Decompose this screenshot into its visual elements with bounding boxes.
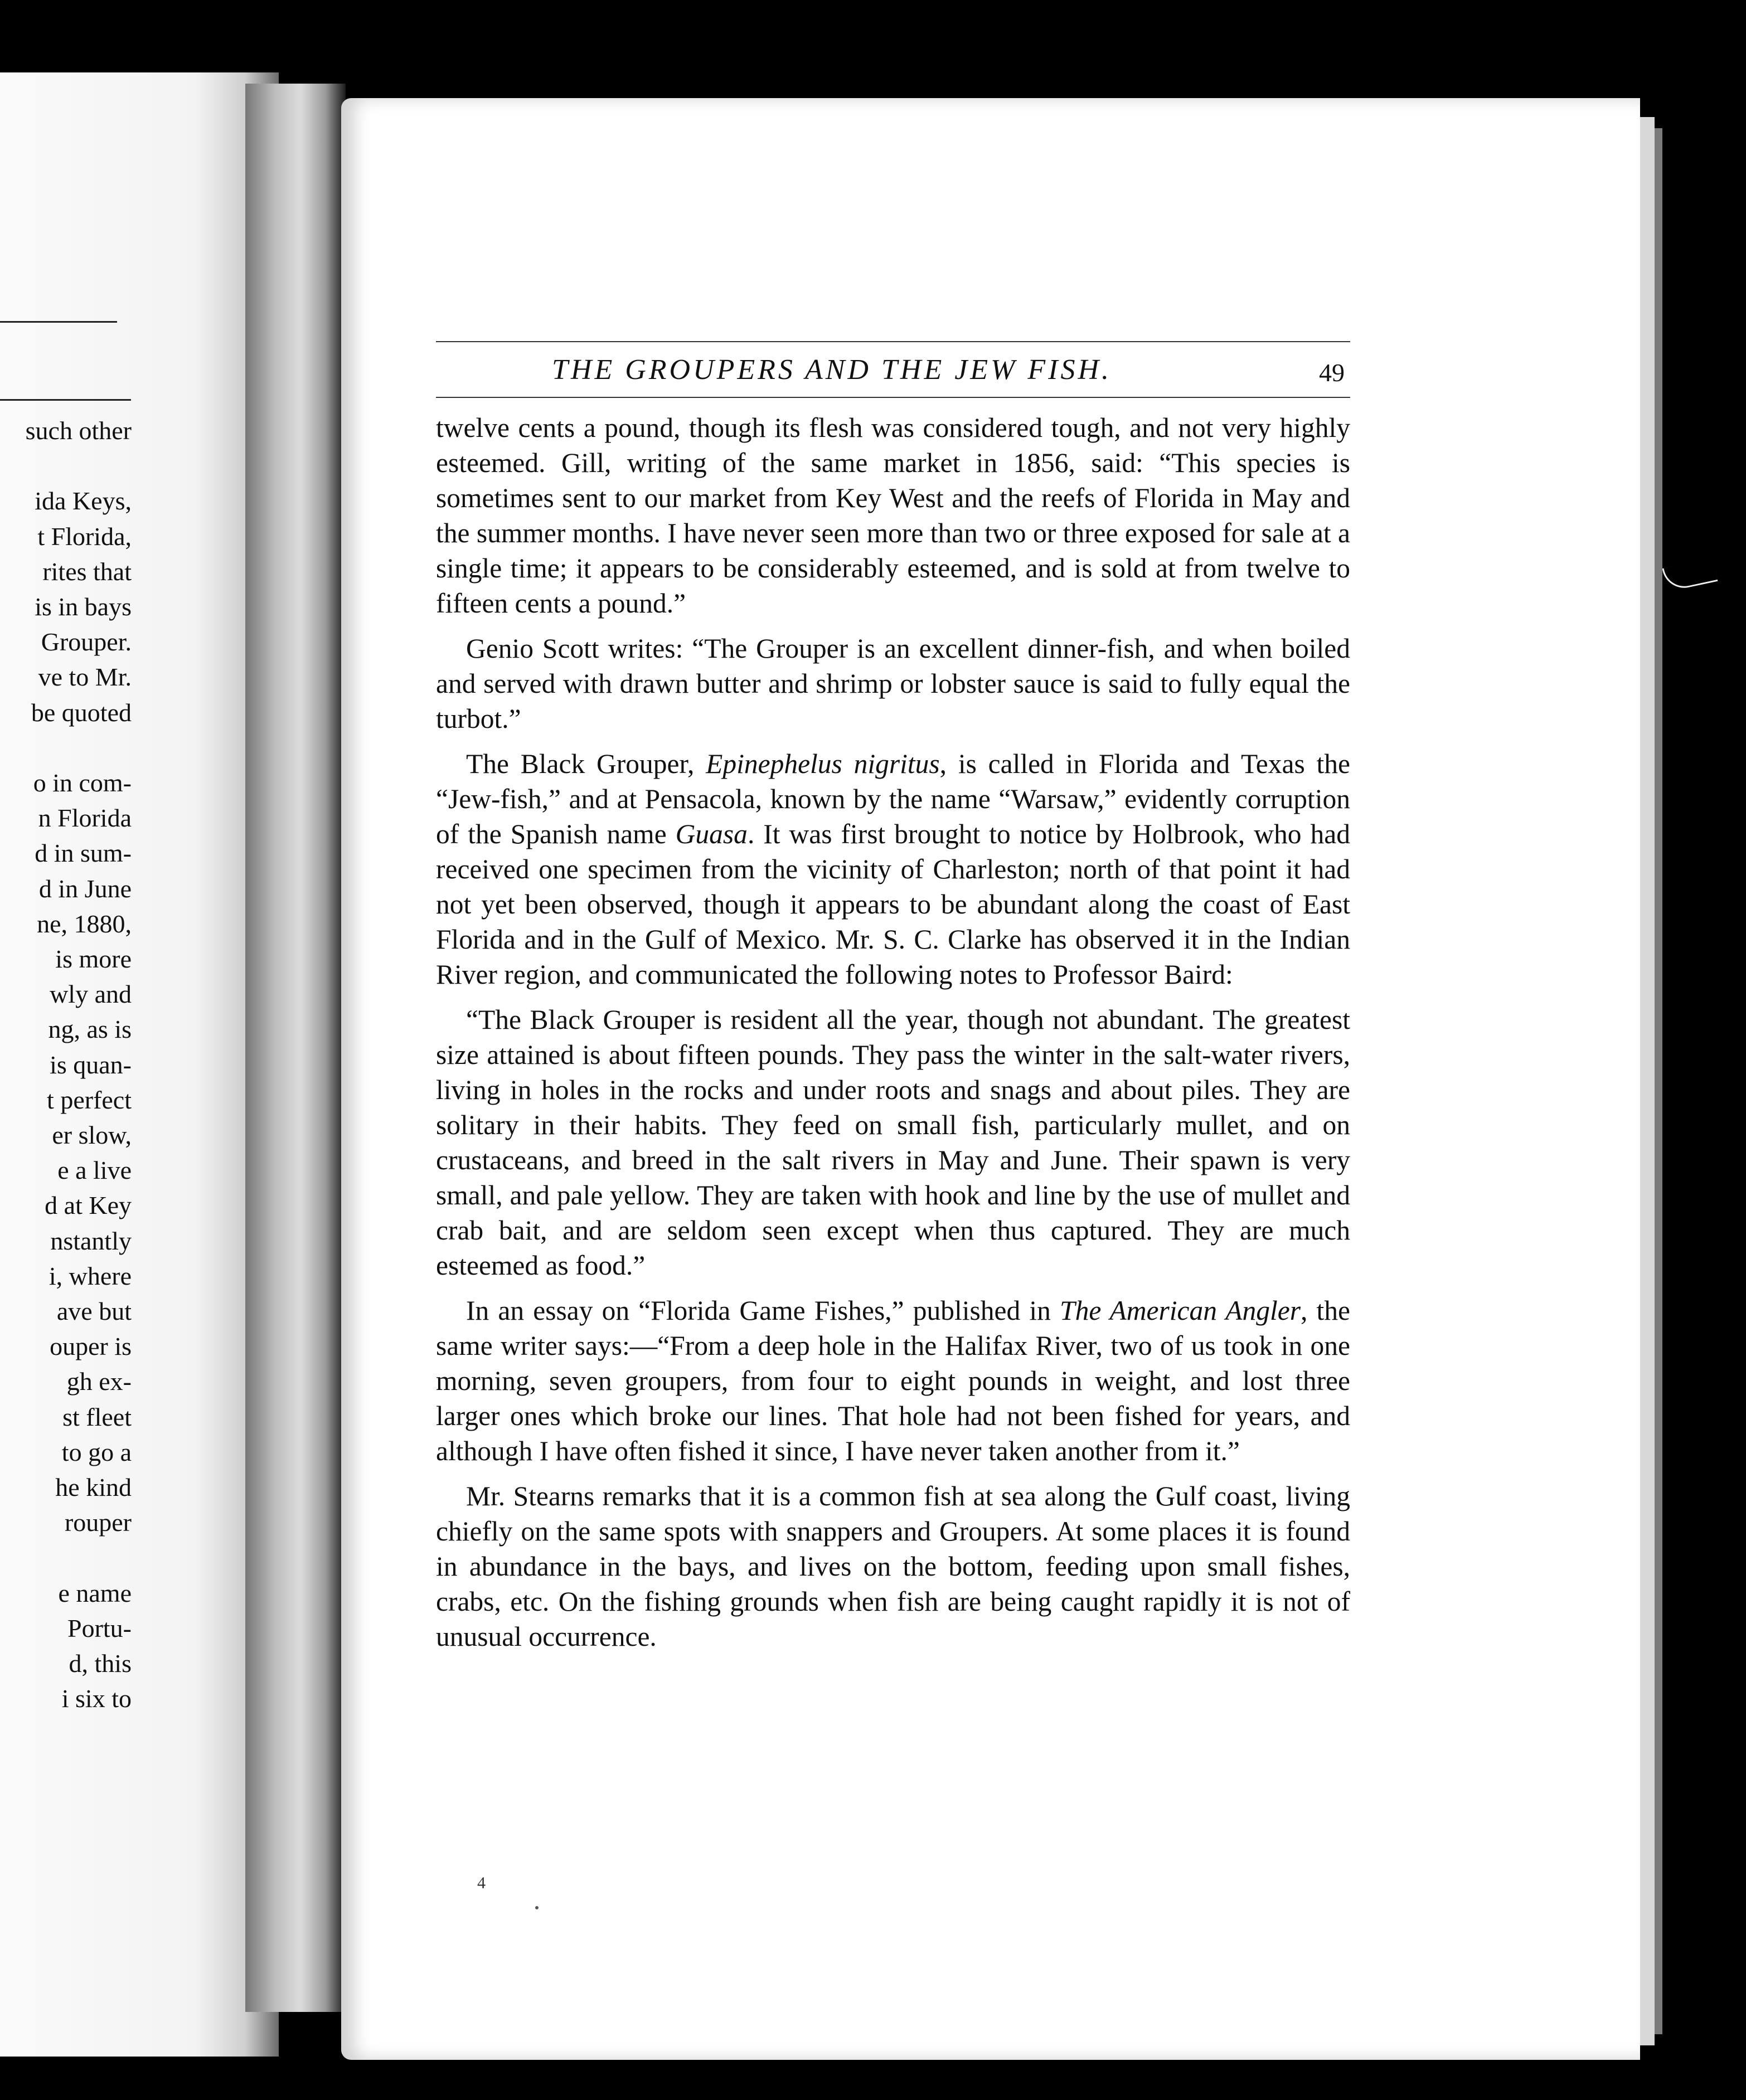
right-page bbox=[341, 98, 1640, 2060]
paragraph-4-quote: “The Black Grouper is resident all the year, though not abundant. The greatest size attained is about fifteen pounds. They pass the winter in the salt-water rivers, living in holes in the rocks and under roots and snags and about piles. They are solitary in their habits. They feed on small fish, particularly mullet, and on crustaceans, and breed in the salt rivers in May and June. Their spawn is very small, and pale yellow. They are taken with hook and line by the use of mullet and crab bait, and are seldom seen except when thus captured. They are much esteemed as food.” bbox=[436, 1004, 1350, 1281]
left-page-line: n Florida bbox=[38, 804, 132, 833]
left-page-line: he kind bbox=[55, 1473, 132, 1501]
header-rule-bottom bbox=[436, 397, 1350, 398]
signature-mark: 4 bbox=[477, 1874, 486, 1892]
left-page-line: t perfect bbox=[47, 1085, 132, 1114]
margin-mark bbox=[1662, 558, 1718, 592]
left-page-line: ouper is bbox=[50, 1332, 132, 1361]
italic-term: Epinephelus nigritus bbox=[706, 748, 940, 779]
page-number: 49 bbox=[1319, 358, 1345, 387]
paragraph-3: The Black Grouper, Epinephelus nigritus, is called in Florida and Texas the “Jew-fish,” and at Pensacola, known by the name “Warsaw,” evidently corruption of the Spanish name Guasa. It was first brought to notice by Holbrook, who had received one specimen from the vicinity of Charleston; north of that point it had not yet been observed, though it appears to be abundant along the coast of East Florida and in the Gulf of Mexico. Mr. S. C. Clarke has observed it in the Indian River region, and communicated the following notes to Professor Baird: bbox=[436, 748, 1351, 990]
left-page-line: er slow, bbox=[52, 1121, 132, 1149]
left-page-line: rouper bbox=[64, 1508, 132, 1537]
left-page-line: st fleet bbox=[62, 1402, 132, 1431]
paragraph-6: Mr. Stearns remarks that it is a common fish at sea along the Gulf coast, living chiefly on the same spots with snappers and Groupers. At some places it is found in abundance in the bays, and lives on the bottom, feeding upon small fishes, crabs, etc. On the fishing grounds when fish are being caught rapidly it is not of unusual occurrence. bbox=[436, 1481, 1350, 1652]
left-page-line: d in June bbox=[38, 874, 132, 903]
left-page-line: d in sum- bbox=[35, 839, 132, 868]
italic-term: The American Angler bbox=[1060, 1295, 1301, 1326]
left-page-line: d at Key bbox=[45, 1191, 132, 1220]
left-page-line: ave but bbox=[56, 1297, 132, 1325]
left-page-rule-bottom bbox=[0, 399, 131, 401]
left-page-line: is in bays bbox=[35, 592, 132, 621]
running-head: THE GROUPERS AND THE JEW FISH. bbox=[551, 354, 1112, 386]
body-text bbox=[436, 410, 1350, 1664]
left-page-line: i, where bbox=[48, 1261, 132, 1290]
left-page-line: such other bbox=[25, 416, 132, 445]
left-page-line: i six to bbox=[61, 1684, 132, 1713]
header-rule-top bbox=[436, 341, 1350, 342]
left-page-line: rites that bbox=[42, 557, 132, 586]
left-page-line: be quoted bbox=[31, 698, 132, 727]
left-page-line: nstantly bbox=[50, 1226, 132, 1255]
paragraph-5: In an essay on “Florida Game Fishes,” published in The American Angler, the same writer says:—“From a deep hole in the Halifax River, two of us took in one morning, seven groupers, from four to eight pounds in weight, and lost three larger ones which broke our lines. That hole had not been fished for years, and although I have often fished it since, I have never taken another from it.” bbox=[436, 1295, 1350, 1466]
left-page-line: o in com- bbox=[33, 769, 132, 797]
left-page-line: wly and bbox=[50, 980, 132, 1009]
paragraph-1: twelve cents a pound, though its flesh was considered tough, and not very highly esteemed. Gill, writing of the same market in 1856, said: “This species is sometimes sent to our market from Key West and the reefs of Florida in May and the summer months. I have never seen more than two or three exposed for sale at a single time; it appears to be considerably esteemed, and is sold at from twelve to fifteen cents a pound.” bbox=[436, 412, 1350, 619]
left-page-line: ida Keys, bbox=[35, 487, 132, 516]
book-gutter bbox=[245, 84, 346, 2012]
page-edge-shadow bbox=[1655, 128, 1662, 2034]
paragraph-2: Genio Scott writes: “The Grouper is an excellent dinner-fish, and when boiled and served with drawn butter and shrimp or lobster sauce is said to fully equal the turbot.” bbox=[436, 633, 1350, 734]
left-page-line: Grouper. bbox=[41, 628, 132, 657]
left-page-line: e name bbox=[58, 1578, 132, 1607]
left-page-line: d, this bbox=[69, 1649, 132, 1678]
paper-speck bbox=[535, 1906, 539, 1909]
left-page-line: is more bbox=[55, 945, 132, 973]
left-page-line: t Florida, bbox=[37, 522, 132, 551]
left-page-line: gh ex- bbox=[66, 1367, 132, 1396]
left-page-line: ve to Mr. bbox=[38, 663, 132, 692]
page-edge bbox=[1640, 117, 1655, 2045]
italic-term: Guasa bbox=[675, 819, 748, 849]
left-page-line: is quan- bbox=[50, 1050, 132, 1079]
left-page bbox=[0, 72, 279, 2057]
left-page-line: to go a bbox=[61, 1437, 132, 1466]
left-page-line: Portu- bbox=[67, 1613, 132, 1642]
left-page-rule-top bbox=[0, 321, 117, 323]
left-page-line: ne, 1880, bbox=[37, 909, 132, 938]
left-page-line: ng, as is bbox=[48, 1015, 132, 1044]
left-page-line: e a live bbox=[57, 1156, 132, 1185]
